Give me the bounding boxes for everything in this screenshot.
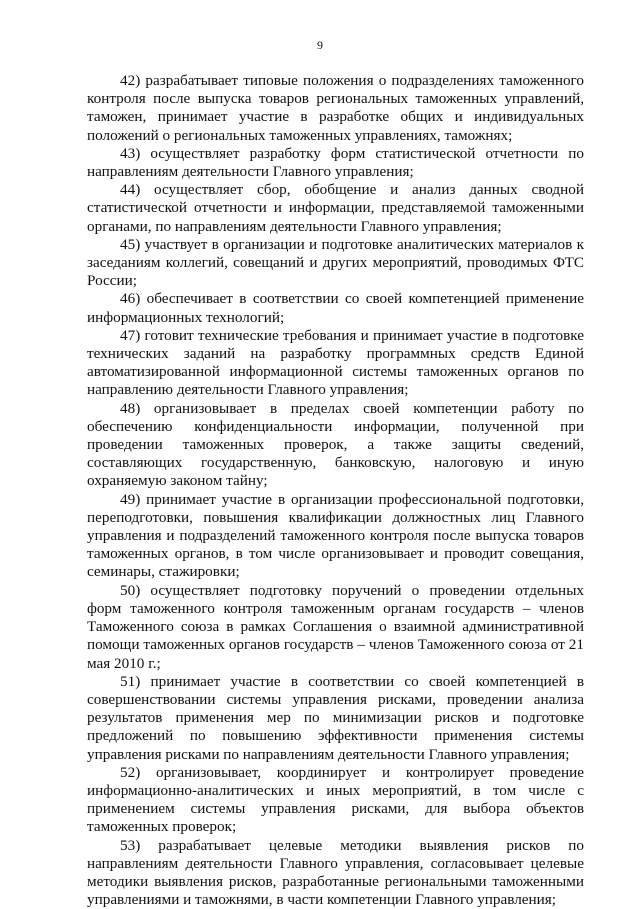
paragraph-item-44: 44) осуществляет сбор, обобщение и анализ данных сводной статистической отчетности и информации, представляемой таможенными органами, по направлениям деятельности Главного управления; <box>87 181 584 235</box>
paragraph-item-48: 48) организовывает в пределах своей компетенции работу по обеспечению конфиденциальности информации, полученной при проведении таможенных проверок, а также защиты сведений, составляющих государственную, банковскую, налоговую и иную охраняемую законом тайну; <box>87 399 584 490</box>
paragraph-item-45: 45) участвует в организации и подготовке аналитических материалов к заседаниям коллегий, совещаний и других мероприятий, проводимых ФТС России; <box>87 235 584 290</box>
page-number: 9 <box>317 38 323 52</box>
paragraph-item-50: 50) осуществляет подготовку поручений о проведении отдельных форм таможенного контроля таможенным органам государств – членов Таможенного союза в рамках Соглашения о взаимной административной помощи таможенных органов государств – членов Таможенного союза от 21 мая 2010 г.; <box>87 581 584 672</box>
document-body <box>87 72 584 909</box>
paragraph-item-43: 43) осуществляет разработку форм статистической отчетности по направлениям деятельности Главного управления; <box>87 144 584 181</box>
paragraph-item-46: 46) обеспечивает в соответствии со своей компетенцией применение информационных технологий; <box>87 290 584 326</box>
paragraph-item-42: 42) разрабатывает типовые положения о подразделениях таможенного контроля после выпуска товаров региональных таможенных управлений, таможен, принимает участие в разработке общих и индивидуальных положений о региональных таможенных управлениях, таможнях; <box>87 72 584 144</box>
paragraph-item-51: 51) принимает участие в соответствии со своей компетенцией в совершенствовании системы управления рисками, проведении анализа результатов применения мер по минимизации рисков и подготовке предложений по повышению эффективности применения системы управления рисками по направлениям деятельности Главного управления; <box>87 672 584 763</box>
paragraph-item-47: 47) готовит технические требования и принимает участие в подготовке технических заданий на разработку программных средств Единой автоматизированной информационной системы таможенных органов по направлению деятельности Главного управления; <box>87 326 584 399</box>
paragraph-item-53: 53) разрабатывает целевые методики выявления рисков по направлениям деятельности Главного управления, согласовывает целевые методики выявления рисков, разработанные региональными таможенными управлениями и таможнями, в части компетенции Главного управления; <box>87 836 584 909</box>
paragraph-item-52: 52) организовывает, координирует и контролирует проведение информационно-аналитических и иных мероприятий, в том числе с применением системы управления рисками, для выбора объектов таможенных проверок; <box>87 763 584 836</box>
paragraph-item-49: 49) принимает участие в организации профессиональной подготовки, переподготовки, повышения квалификации должностных лиц Главного управления и подразделений таможенного контроля после выпуска товаров таможенных органов, в том числе организовывает и проводит совещания, семинары, стажировки; <box>87 490 584 581</box>
